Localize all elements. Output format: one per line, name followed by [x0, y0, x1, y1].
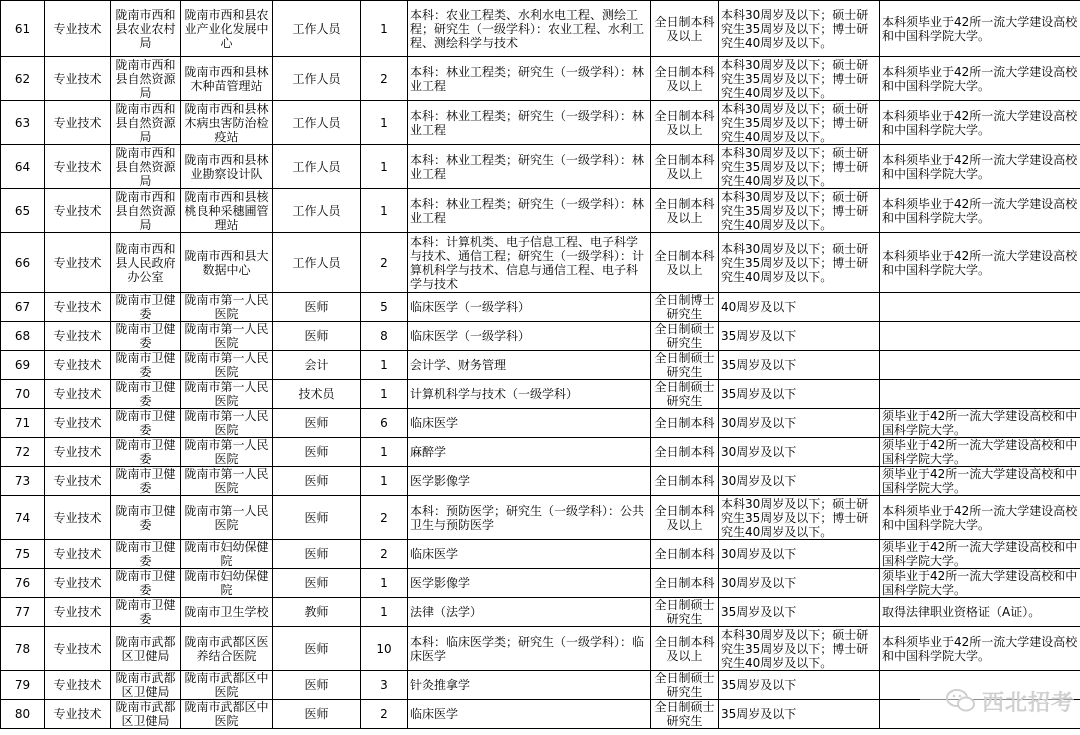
table-row	[1, 1, 1080, 57]
cell-position: 工作人员	[273, 57, 361, 101]
table-row	[1, 293, 1080, 322]
cell-index: 72	[1, 438, 45, 467]
cell-count: 1	[361, 189, 408, 233]
cell-department: 陇南市西和县农业农村局	[111, 1, 181, 57]
cell-notes	[880, 322, 1080, 351]
wechat-icon	[946, 688, 976, 714]
cell-index: 63	[1, 101, 45, 145]
cell-count: 2	[361, 57, 408, 101]
cell-major: 本科：临床医学类；研究生（一级学科）：临床医学	[408, 627, 651, 671]
table-row	[1, 700, 1080, 729]
cell-count: 1	[361, 438, 408, 467]
cell-unit: 陇南市西和县林业勘察设计队	[181, 145, 273, 189]
table-row	[1, 351, 1080, 380]
cell-major: 计算机科学与技术（一级学科）	[408, 380, 651, 409]
cell-major: 法律（法学）	[408, 598, 651, 627]
cell-major: 麻醉学	[408, 438, 651, 467]
cell-major: 临床医学（一级学科）	[408, 322, 651, 351]
cell-age: 本科30周岁及以下；硕士研究生35周岁及以下；博士研究生40周岁及以下。	[719, 101, 880, 145]
table-row	[1, 189, 1080, 233]
cell-major: 临床医学（一级学科）	[408, 293, 651, 322]
cell-count: 5	[361, 293, 408, 322]
cell-index: 75	[1, 540, 45, 569]
cell-position: 医师	[273, 700, 361, 729]
cell-position: 医师	[273, 467, 361, 496]
table-body	[1, 1, 1080, 729]
cell-age: 35周岁及以下	[719, 700, 880, 729]
table-row	[1, 57, 1080, 101]
cell-count: 1	[361, 1, 408, 57]
cell-age: 本科30周岁及以下；硕士研究生35周岁及以下；博士研究生40周岁及以下。	[719, 189, 880, 233]
cell-position: 医师	[273, 569, 361, 598]
cell-education: 全日制硕士研究生	[651, 671, 719, 700]
table-row	[1, 467, 1080, 496]
table-row	[1, 496, 1080, 540]
cell-category: 专业技术	[45, 189, 111, 233]
cell-unit: 陇南市西和县大数据中心	[181, 233, 273, 293]
cell-education: 全日制硕士研究生	[651, 351, 719, 380]
cell-department: 陇南市卫健委	[111, 322, 181, 351]
cell-age: 35周岁及以下	[719, 598, 880, 627]
cell-count: 8	[361, 322, 408, 351]
cell-department: 陇南市卫健委	[111, 351, 181, 380]
cell-education: 全日制本科	[651, 409, 719, 438]
cell-notes: 取得法律职业资格证（A证）。	[880, 598, 1080, 627]
cell-age: 35周岁及以下	[719, 671, 880, 700]
cell-unit: 陇南市妇幼保健院	[181, 540, 273, 569]
cell-education: 全日制硕士研究生	[651, 700, 719, 729]
cell-notes: 本科须毕业于42所一流大学建设高校和中国科学院大学。	[880, 496, 1080, 540]
cell-age: 本科30周岁及以下；硕士研究生35周岁及以下；博士研究生40周岁及以下。	[719, 1, 880, 57]
cell-notes: 本科须毕业于42所一流大学建设高校和中国科学院大学。	[880, 1, 1080, 57]
cell-department: 陇南市卫健委	[111, 569, 181, 598]
cell-major: 临床医学	[408, 409, 651, 438]
cell-education: 全日制本科	[651, 569, 719, 598]
cell-position: 医师	[273, 293, 361, 322]
cell-category: 专业技术	[45, 700, 111, 729]
cell-notes: 本科须毕业于42所一流大学建设高校和中国科学院大学。	[880, 145, 1080, 189]
cell-unit: 陇南市武都区中医院	[181, 671, 273, 700]
table-row	[1, 233, 1080, 293]
cell-major: 本科：农业工程类、水利水电工程、测绘工程；研究生（一级学科）：农业工程、水利工程、测绘科学与技术	[408, 1, 651, 57]
table-row	[1, 322, 1080, 351]
cell-major: 临床医学	[408, 700, 651, 729]
cell-index: 70	[1, 380, 45, 409]
cell-notes: 须毕业于42所一流大学建设高校和中国科学院大学。	[880, 540, 1080, 569]
cell-index: 68	[1, 322, 45, 351]
cell-index: 62	[1, 57, 45, 101]
cell-education: 全日制本科及以上	[651, 233, 719, 293]
cell-major: 本科：林业工程类；研究生（一级学科）：林业工程	[408, 189, 651, 233]
cell-position: 工作人员	[273, 189, 361, 233]
cell-major: 临床医学	[408, 540, 651, 569]
cell-major: 本科：林业工程类；研究生（一级学科）：林业工程	[408, 145, 651, 189]
cell-department: 陇南市卫健委	[111, 438, 181, 467]
cell-unit: 陇南市武都区中医院	[181, 700, 273, 729]
cell-education: 全日制本科及以上	[651, 57, 719, 101]
cell-notes: 本科须毕业于42所一流大学建设高校和中国科学院大学。	[880, 57, 1080, 101]
cell-department: 陇南市武都区卫健局	[111, 627, 181, 671]
cell-position: 医师	[273, 438, 361, 467]
cell-count: 2	[361, 540, 408, 569]
cell-department: 陇南市卫健委	[111, 496, 181, 540]
table-row	[1, 101, 1080, 145]
cell-count: 1	[361, 101, 408, 145]
table-row	[1, 380, 1080, 409]
cell-category: 专业技术	[45, 57, 111, 101]
cell-age: 本科30周岁及以下；硕士研究生35周岁及以下；博士研究生40周岁及以下。	[719, 627, 880, 671]
cell-notes: 须毕业于42所一流大学建设高校和中国科学院大学。	[880, 569, 1080, 598]
cell-education: 全日制本科及以上	[651, 496, 719, 540]
cell-department: 陇南市卫健委	[111, 540, 181, 569]
cell-age: 本科30周岁及以下；硕士研究生35周岁及以下；博士研究生40周岁及以下。	[719, 57, 880, 101]
cell-count: 2	[361, 496, 408, 540]
cell-education: 全日制硕士研究生	[651, 322, 719, 351]
cell-position: 技术员	[273, 380, 361, 409]
cell-category: 专业技术	[45, 145, 111, 189]
cell-unit: 陇南市西和县农业产业化发展中心	[181, 1, 273, 57]
table-row	[1, 627, 1080, 671]
cell-count: 1	[361, 598, 408, 627]
cell-index: 73	[1, 467, 45, 496]
cell-department: 陇南市卫健委	[111, 598, 181, 627]
cell-index: 65	[1, 189, 45, 233]
cell-age: 30周岁及以下	[719, 438, 880, 467]
cell-unit: 陇南市第一人民医院	[181, 380, 273, 409]
cell-department: 陇南市武都区卫健局	[111, 671, 181, 700]
cell-education: 全日制本科及以上	[651, 1, 719, 57]
cell-notes: 本科须毕业于42所一流大学建设高校和中国科学院大学。	[880, 189, 1080, 233]
cell-position: 医师	[273, 540, 361, 569]
cell-count: 1	[361, 569, 408, 598]
cell-age: 30周岁及以下	[719, 409, 880, 438]
cell-education: 全日制本科及以上	[651, 145, 719, 189]
cell-count: 1	[361, 380, 408, 409]
cell-count: 6	[361, 409, 408, 438]
cell-age: 40周岁及以下	[719, 293, 880, 322]
cell-unit: 陇南市西和县核桃良种采穗圃管理站	[181, 189, 273, 233]
cell-education: 全日制本科	[651, 467, 719, 496]
cell-category: 专业技术	[45, 322, 111, 351]
cell-notes	[880, 351, 1080, 380]
cell-category: 专业技术	[45, 293, 111, 322]
cell-index: 67	[1, 293, 45, 322]
table-row	[1, 540, 1080, 569]
cell-education: 全日制本科及以上	[651, 101, 719, 145]
cell-department: 陇南市卫健委	[111, 380, 181, 409]
table-row	[1, 438, 1080, 467]
cell-education: 全日制硕士研究生	[651, 598, 719, 627]
cell-department: 陇南市武都区卫健局	[111, 700, 181, 729]
cell-category: 专业技术	[45, 101, 111, 145]
cell-major: 本科：林业工程类；研究生（一级学科）：林业工程	[408, 57, 651, 101]
cell-position: 工作人员	[273, 101, 361, 145]
cell-index: 77	[1, 598, 45, 627]
cell-unit: 陇南市第一人民医院	[181, 351, 273, 380]
cell-count: 10	[361, 627, 408, 671]
cell-age: 35周岁及以下	[719, 380, 880, 409]
cell-unit: 陇南市第一人民医院	[181, 322, 273, 351]
cell-department: 陇南市卫健委	[111, 409, 181, 438]
cell-position: 工作人员	[273, 1, 361, 57]
cell-unit: 陇南市妇幼保健院	[181, 569, 273, 598]
cell-education: 全日制本科	[651, 540, 719, 569]
cell-department: 陇南市卫健委	[111, 293, 181, 322]
cell-major: 会计学、财务管理	[408, 351, 651, 380]
cell-education: 全日制本科及以上	[651, 189, 719, 233]
cell-index: 69	[1, 351, 45, 380]
cell-age: 30周岁及以下	[719, 540, 880, 569]
watermark	[920, 685, 1074, 717]
cell-age: 35周岁及以下	[719, 351, 880, 380]
cell-position: 医师	[273, 496, 361, 540]
cell-index: 80	[1, 700, 45, 729]
cell-position: 工作人员	[273, 145, 361, 189]
cell-index: 79	[1, 671, 45, 700]
cell-age: 本科30周岁及以下；硕士研究生35周岁及以下；博士研究生40周岁及以下。	[719, 145, 880, 189]
cell-index: 64	[1, 145, 45, 189]
cell-department: 陇南市西和县自然资源局	[111, 101, 181, 145]
cell-department: 陇南市卫健委	[111, 467, 181, 496]
cell-category: 专业技术	[45, 380, 111, 409]
cell-unit: 陇南市第一人民医院	[181, 438, 273, 467]
cell-count: 2	[361, 233, 408, 293]
cell-major: 医学影像学	[408, 569, 651, 598]
cell-age: 30周岁及以下	[719, 467, 880, 496]
cell-notes: 本科须毕业于42所一流大学建设高校和中国科学院大学。	[880, 627, 1080, 671]
cell-notes	[880, 293, 1080, 322]
cell-unit: 陇南市西和县林木病虫害防治检疫站	[181, 101, 273, 145]
cell-position: 医师	[273, 322, 361, 351]
cell-index: 76	[1, 569, 45, 598]
cell-category: 专业技术	[45, 627, 111, 671]
cell-index: 66	[1, 233, 45, 293]
cell-unit: 陇南市西和县林木种苗管理站	[181, 57, 273, 101]
cell-major: 针灸推拿学	[408, 671, 651, 700]
cell-category: 专业技术	[45, 540, 111, 569]
cell-category: 专业技术	[45, 496, 111, 540]
cell-category: 专业技术	[45, 233, 111, 293]
cell-index: 71	[1, 409, 45, 438]
cell-education: 全日制本科	[651, 438, 719, 467]
cell-unit: 陇南市第一人民医院	[181, 409, 273, 438]
table-row	[1, 598, 1080, 627]
cell-education: 全日制硕士研究生	[651, 380, 719, 409]
cell-index: 61	[1, 1, 45, 57]
cell-index: 74	[1, 496, 45, 540]
cell-department: 陇南市西和县人民政府办公室	[111, 233, 181, 293]
cell-category: 专业技术	[45, 351, 111, 380]
cell-unit: 陇南市武都区医养结合医院	[181, 627, 273, 671]
cell-category: 专业技术	[45, 467, 111, 496]
table-row	[1, 569, 1080, 598]
cell-category: 专业技术	[45, 671, 111, 700]
table-row	[1, 671, 1080, 700]
cell-notes: 本科须毕业于42所一流大学建设高校和中国科学院大学。	[880, 101, 1080, 145]
cell-category: 专业技术	[45, 409, 111, 438]
cell-category: 专业技术	[45, 598, 111, 627]
cell-major: 本科：林业工程类；研究生（一级学科）：林业工程	[408, 101, 651, 145]
cell-unit: 陇南市第一人民医院	[181, 496, 273, 540]
cell-notes: 须毕业于42所一流大学建设高校和中国科学院大学。	[880, 438, 1080, 467]
cell-category: 专业技术	[45, 569, 111, 598]
cell-notes: 本科须毕业于42所一流大学建设高校和中国科学院大学。	[880, 233, 1080, 293]
cell-unit: 陇南市第一人民医院	[181, 293, 273, 322]
cell-category: 专业技术	[45, 1, 111, 57]
cell-count: 3	[361, 671, 408, 700]
cell-position: 医师	[273, 627, 361, 671]
cell-education: 全日制本科及以上	[651, 627, 719, 671]
cell-position: 会计	[273, 351, 361, 380]
table-row	[1, 145, 1080, 189]
table-row	[1, 409, 1080, 438]
cell-category: 专业技术	[45, 438, 111, 467]
cell-index: 78	[1, 627, 45, 671]
cell-education: 全日制博士研究生	[651, 293, 719, 322]
cell-notes: 须毕业于42所一流大学建设高校和中国科学院大学。	[880, 409, 1080, 438]
cell-notes	[880, 380, 1080, 409]
cell-major: 本科：计算机类、电子信息工程、电子科学与技术、通信工程；研究生（一级学科）：计算机科学与技术、信息与通信工程、电子科学与技术	[408, 233, 651, 293]
watermark-text: 西北招考	[981, 690, 1074, 716]
cell-age: 30周岁及以下	[719, 569, 880, 598]
cell-age: 本科30周岁及以下；硕士研究生35周岁及以下；博士研究生40周岁及以下。	[719, 233, 880, 293]
cell-major: 医学影像学	[408, 467, 651, 496]
cell-count: 1	[361, 145, 408, 189]
cell-count: 2	[361, 700, 408, 729]
cell-age: 35周岁及以下	[719, 322, 880, 351]
cell-department: 陇南市西和县自然资源局	[111, 145, 181, 189]
cell-count: 1	[361, 467, 408, 496]
cell-unit: 陇南市第一人民医院	[181, 467, 273, 496]
cell-age: 本科30周岁及以下；硕士研究生35周岁及以下；博士研究生40周岁及以下。	[719, 496, 880, 540]
cell-major: 本科：预防医学；研究生（一级学科）：公共卫生与预防医学	[408, 496, 651, 540]
cell-position: 医师	[273, 409, 361, 438]
cell-department: 陇南市西和县自然资源局	[111, 189, 181, 233]
cell-department: 陇南市西和县自然资源局	[111, 57, 181, 101]
cell-position: 医师	[273, 671, 361, 700]
cell-notes: 须毕业于42所一流大学建设高校和中国科学院大学。	[880, 467, 1080, 496]
cell-position: 教师	[273, 598, 361, 627]
cell-position: 工作人员	[273, 233, 361, 293]
cell-unit: 陇南市卫生学校	[181, 598, 273, 627]
cell-count: 1	[361, 351, 408, 380]
